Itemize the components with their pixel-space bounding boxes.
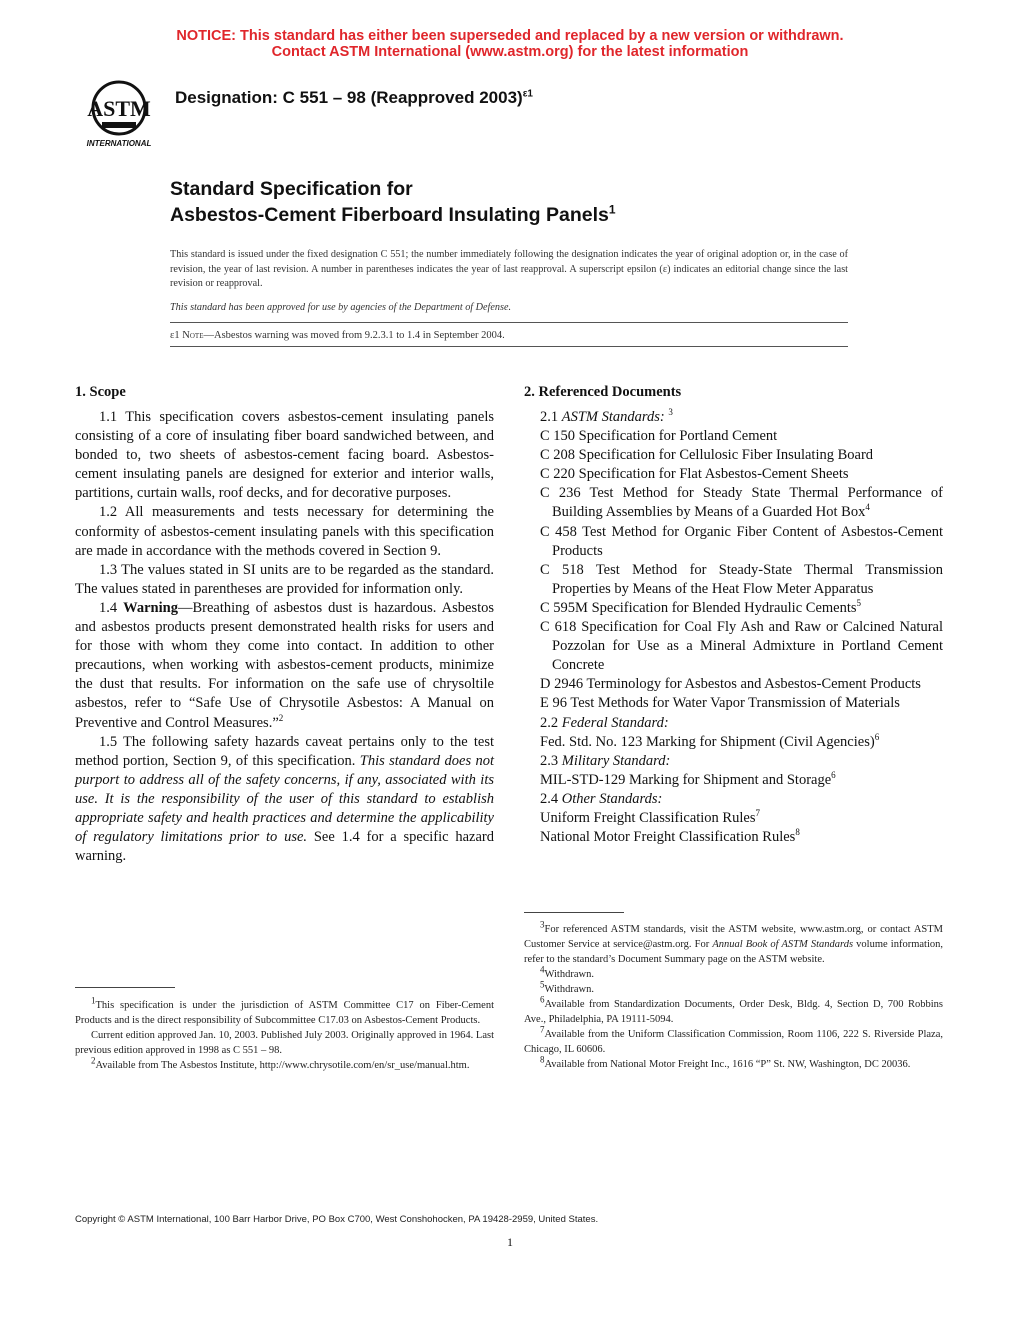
footnote-4 [524,964,943,982]
footnote-8 [524,1054,943,1072]
astm-standard-item [540,618,943,675]
astm-standard-item-text: C 150 Specification for Portland Cement [540,428,778,445]
title-line-2: Asbestos-Cement Fiberboard Insulating Panels [170,204,609,226]
refdocs-heading: 2. Referenced Documents [524,384,682,400]
fn-1-mark: 1 [91,995,96,1006]
divider-top [170,322,848,323]
designation [175,88,533,108]
federal-item-text: Fed. Std. No. 123 Marking for Shipment (Civil Agencies) [540,733,875,750]
notice-line-1: NOTICE: This standard has either been superseded and replaced by a new version or withdrawn. [176,28,844,44]
fn-6-text: Available from Standardization Documents, Order Desk, Bldg. 4, Section D, 700 Robbins Ave., Philadelphia, PA 19111-5094. [524,999,943,1025]
military-standard-label [540,752,943,771]
document-title [170,176,616,228]
astm-standard-item [540,694,943,713]
astm-standard-item-text: C 236 Test Method for Steady State Thermal Performance of Building Assemblies by Means of a Guarded Hot Box [540,485,943,521]
footnote-ref-6b: 6 [831,769,836,780]
epsilon-note [170,330,505,341]
footnotes-left [75,995,494,1073]
other-standard-item [540,809,943,828]
fn-6-mark: 6 [540,994,545,1005]
fn-3-italic: Annual Book of ASTM Standards [712,939,854,950]
astm-standard-item-text: D 2946 Terminology for Asbestos and Asbestos-Cement Products [540,676,921,693]
footnote-ref: 4 [865,502,870,513]
title-superscript: 1 [608,202,616,217]
scope-1-4-text: —Breathing of asbestos dust is hazardous. Asbestos and asbestos products present demonstrated health risks for users and for those with whom they come into contact. In addition to other precautions, when working with asbestos-cement products, minimize the dust that results. For information on the safe use of chrysoltile asbestos, refer to “Safe Use of Chrysotile Asbestos: A Manual on Preventive and Control Measures.” [75,599,494,731]
page-number: 1 [507,1235,513,1249]
fn-5-mark: 5 [540,979,545,990]
other-standard-item-text: National Motor Freight Classification Rules [540,829,796,846]
divider-bottom [170,346,848,347]
refdocs-section [540,408,943,847]
astm-standards-label [540,408,943,427]
fn-2-text: Available from The Asbestos Institute, http://www.chrysotile.com/en/sr_use/manual.htm. [95,1060,470,1071]
astm-standard-item-text: C 458 Test Method for Organic Fiber Content of Asbestos-Cement Products [540,523,943,559]
footnote-ref-3: 3 [668,407,673,418]
federal-standard-label [540,714,943,733]
footnote-1 [75,995,494,1028]
fn-3-mark: 3 [540,919,545,930]
fn-4-text: Withdrawn. [544,969,594,980]
notice-line-2: Contact ASTM International (www.astm.org) for the latest information [271,44,749,60]
scope-1-4-num: 1.4 [99,599,124,616]
astm-standard-item [540,599,943,618]
sub-num-2-2: 2.2 [540,714,562,731]
sub-num-2-3: 2.3 [540,752,562,769]
safety-caveat: This standard does not purport to address all of the safety concerns, if any, associated with its use. It is the responsibility of the user of this standard to establish appropriate safety and health practices and determine the applicability of regulatory limitations prior to use. [75,752,494,846]
fn-8-text: Available from National Motor Freight Inc., 1616 “P” St. NW, Washington, DC 20036. [544,1059,911,1070]
other-standard-item-text: Uniform Freight Classification Rules [540,809,756,826]
scope-1-3: 1.3 The values stated in SI units are to be regarded as the standard. The values stated in parentheses are provided for information only. [75,561,494,597]
astm-standard-item [540,675,943,694]
fn-3-text-a: For referenced ASTM standards, visit the ASTM website, www.astm.org, or contact ASTM Customer Service at service@astm.org. For [524,924,943,950]
logo-subtext: INTERNATIONAL [86,139,152,148]
military-standard-item [540,771,943,790]
astm-standard-item [540,446,943,465]
astm-standard-item [540,484,943,522]
sub-label-2-1: ASTM Standards: [561,409,665,425]
footnote-1-edition: Current edition approved Jan. 10, 2003. Published July 2003. Originally approved in 1964. Last previous edition approved in 1998 as C 551 – 98. [75,1030,494,1056]
scope-1-5-end: See 1.4 for a specific hazard warning. [75,829,494,865]
scope-heading: 1. Scope [75,384,126,400]
astm-standards-list [540,427,943,713]
astm-logo-icon [74,78,164,150]
scope-1-5 [75,733,494,867]
footnote-rule-right [524,912,624,913]
astm-standard-item [540,561,943,599]
designation-label: Designation: C 551 – 98 (Reapproved 2003) [175,88,523,107]
fn-2-mark: 2 [91,1055,96,1066]
fn-3-text-b: volume information, refer to the standard’s Document Summary page on the ASTM website. [524,939,943,965]
fn-5-text: Withdrawn. [544,984,594,995]
other-standards-list [540,809,943,847]
federal-standard-item [540,733,943,752]
scope-1-1: 1.1 This specification covers asbestos-cement insulating panels consisting of a core of insulating fiber board sandwiched between, and bonded to, two sheets of asbestos-cement facing board. Asbestos-cement insulating panels are designed for exterior and interior walls, partitions, curtain walls, roof decks, and for decorative purposes. [75,409,494,502]
scope-section [75,408,494,866]
footnote-6 [524,994,943,1027]
dod-approval-note: This standard has been approved for use by agencies of the Department of Defense. [170,302,512,313]
footnote-ref-6a: 6 [874,731,880,742]
sub-label-2-2: Federal Standard: [561,714,669,731]
footnote-2 [75,1055,494,1073]
fn-7-mark: 7 [540,1024,545,1035]
title-line-1: Standard Specification for [170,178,413,200]
note-label: Note [182,330,204,341]
warning-label: Warning [123,599,178,616]
footnote-3 [524,919,943,967]
footnote-rule-left [75,987,175,988]
other-standard-item [540,828,943,847]
intro-paragraph: This standard is issued under the fixed designation C 551; the number immediately following the designation indicates the year of original adoption or, in the case of revision, the year of last revision. A number in parentheses indicates the year of last reapproval. A superscript epsilon (ε) indicates an editorial change since the last revision or reapproval. [170,249,848,289]
sub-num-2-4: 2.4 [540,790,562,807]
scope-1-5-text: 1.5 The following safety hazards caveat pertains only to the test method portion, Section 9, of this specification. [75,733,494,769]
astm-standard-item-text: C 220 Specification for Flat Asbestos-Cement Sheets [540,466,849,483]
scope-1-2: 1.2 All measurements and tests necessary for determining the conformity of asbestos-cement insulating panels with this specification are made in accordance with the methods covered in Section 9. [75,504,494,559]
fn-8-mark: 8 [540,1054,545,1065]
astm-standard-item-text: C 208 Specification for Cellulosic Fiber Insulating Board [540,447,874,464]
footnotes-right [524,919,943,1072]
logo-text: ASTM [87,96,151,121]
footnote-ref: 8 [795,827,800,838]
footnote-7 [524,1024,943,1057]
footnote-ref: 5 [856,598,862,609]
sub-label-2-3: Military Standard: [561,752,671,769]
footnote-ref-2: 2 [278,712,284,723]
other-standards-label [540,790,943,809]
astm-standard-item [540,427,943,446]
footnote-ref: 7 [755,808,760,819]
fn-4-mark: 4 [540,964,545,975]
copyright-line: Copyright © ASTM International, 100 Barr Harbor Drive, PO Box C700, West Conshohocken, PA 19428-2959, United States. [75,1214,599,1225]
designation-superscript: ε1 [522,88,533,100]
epsilon-mark: ε1 [170,330,180,341]
sub-num-2-1: 2.1 [540,409,562,425]
sub-label-2-4: Other Standards: [561,790,663,807]
astm-standard-item-text: E 96 Test Methods for Water Vapor Transmission of Materials [540,695,900,712]
supersede-notice [0,28,1020,60]
astm-standard-item-text: C 595M Specification for Blended Hydraulic Cements [540,599,857,616]
scope-1-4 [75,599,494,733]
footnote-5 [524,979,943,997]
astm-standard-item [540,523,943,561]
astm-standard-item [540,465,943,484]
fn-7-text: Available from the Uniform Classification Commission, Room 1106, 222 S. Riverside Plaza, Chicago, IL 60606. [524,1029,943,1055]
astm-standard-item-text: C 518 Test Method for Steady-State Thermal Transmission Properties by Means of the Heat Flow Meter Apparatus [540,561,943,597]
epsilon-note-text: —Asbestos warning was moved from 9.2.3.1 to 1.4 in September 2004. [203,330,505,341]
military-item-text: MIL-STD-129 Marking for Shipment and Storage [540,771,832,788]
fn-1-text: This specification is under the jurisdiction of ASTM Committee C17 on Fiber-Cement Products and is the direct responsibility of Subcommittee C17.03 on Asbestos-Cement Products. [75,1000,494,1026]
astm-standard-item-text: C 618 Specification for Coal Fly Ash and Raw or Calcined Natural Pozzolan for Use as a Mineral Admixture in Portland Cement Concrete [540,619,943,674]
